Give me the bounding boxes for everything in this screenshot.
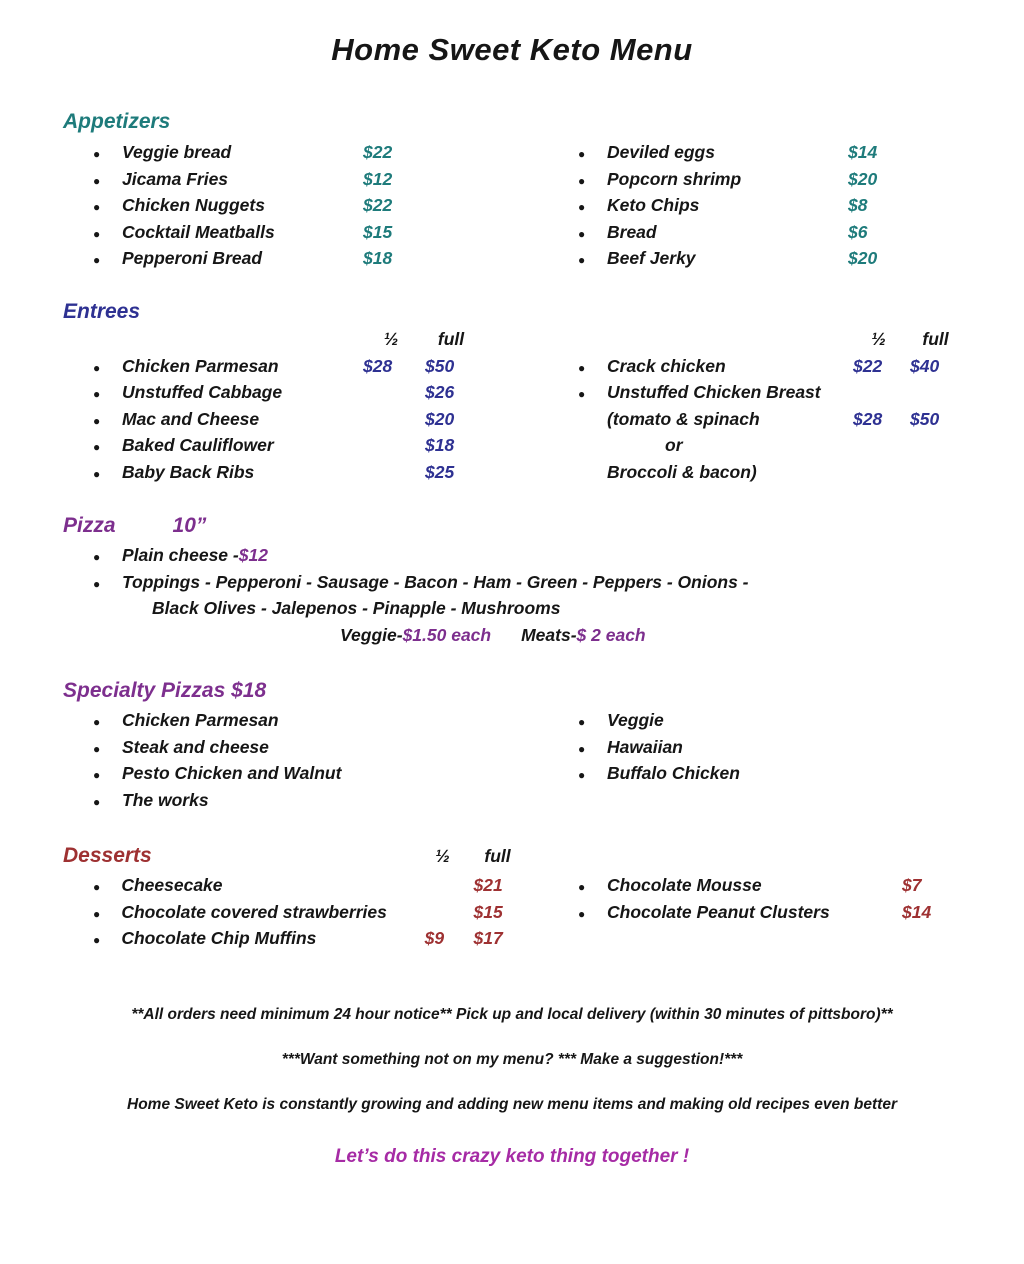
menu-item-row <box>63 569 963 596</box>
desserts-heading-row <box>63 844 525 868</box>
menu-item-row <box>63 245 520 272</box>
menu-item-row <box>63 925 515 952</box>
menu-item-row <box>548 219 978 246</box>
desserts-right-list <box>548 872 977 925</box>
item-price: $12 <box>363 168 393 189</box>
bullet-icon: ● <box>578 906 586 921</box>
item-price: $7 <box>902 875 922 895</box>
menu-item-row <box>63 379 483 406</box>
half-column-header: ½ <box>435 846 450 866</box>
menu-item-row <box>548 353 977 380</box>
menu-item-row <box>63 219 520 246</box>
specialty-pizzas-heading: Specialty Pizzas $18 <box>63 679 267 702</box>
specialty-left-list <box>63 707 520 813</box>
item-name: Plain cheese - <box>122 545 239 565</box>
bullet-icon: ● <box>93 387 101 402</box>
bullet-icon: ● <box>93 880 101 894</box>
bullet-icon: ● <box>578 173 586 188</box>
menu-item-row <box>548 899 977 926</box>
menu-item-row <box>63 899 515 926</box>
item-name: Hawaiian <box>607 736 683 757</box>
menu-item-row <box>548 707 978 734</box>
pizza-heading <box>63 514 206 538</box>
item-name: Beef Jerky <box>607 248 696 269</box>
item-name: Deviled eggs <box>607 142 715 162</box>
page-title: Home Sweet Keto Menu <box>331 32 693 67</box>
item-full-price: $50 <box>910 408 940 429</box>
bullet-icon: ● <box>93 200 101 215</box>
bullet-icon: ● <box>578 253 586 268</box>
item-price: $18 <box>363 248 393 269</box>
menu-item-row <box>63 459 483 486</box>
bullet-icon: ● <box>93 576 101 591</box>
half-column-header: ½ <box>383 329 399 349</box>
menu-item-row <box>63 734 520 761</box>
bullet-icon: ● <box>578 226 586 241</box>
menu-item-row <box>63 542 963 569</box>
item-name: Chocolate Chip Muffins <box>121 928 317 949</box>
menu-item-continuation-row <box>548 406 977 433</box>
item-variant-or: or <box>665 435 683 456</box>
item-full-price: $25 <box>425 461 455 482</box>
item-name: Chocolate covered strawberries <box>121 901 387 922</box>
item-full-price: $21 <box>473 875 503 895</box>
pizza-size: 10” <box>172 514 207 537</box>
item-name: Jicama Fries <box>122 168 229 189</box>
bullet-icon: ● <box>93 147 101 161</box>
item-full-price: $15 <box>473 901 503 922</box>
item-name: Buffalo Chicken <box>607 763 740 784</box>
menu-item-row <box>63 432 483 459</box>
menu-item-row <box>63 353 483 380</box>
item-price: $12 <box>238 545 268 565</box>
full-column-header: full <box>437 329 465 349</box>
half-column-header: ½ <box>871 329 886 349</box>
menu-item-row <box>63 872 515 899</box>
menu-item-row <box>548 734 978 761</box>
bullet-icon: ● <box>93 253 101 268</box>
item-full-price: $26 <box>425 382 455 403</box>
toppings-line1: Toppings - Pepperoni - Sausage - Bacon - Ham - Green - Peppers - Onions - <box>122 571 749 592</box>
item-name: Baby Back Ribs <box>122 461 255 482</box>
item-name: Pepperoni Bread <box>122 248 263 269</box>
entrees-right-list <box>548 326 977 486</box>
appetizers-right-list <box>548 139 978 272</box>
menu-item-row <box>548 166 978 193</box>
tagline: Let’s do this crazy keto thing together ! <box>334 1146 690 1167</box>
bullet-icon: ● <box>578 200 586 215</box>
desserts-left-list <box>63 872 515 952</box>
item-half-price: $22 <box>853 355 883 376</box>
item-name: Chicken Nuggets <box>122 195 265 216</box>
appetizers-left-list <box>63 139 520 272</box>
bullet-icon: ● <box>93 794 101 809</box>
menu-item-row <box>63 192 520 219</box>
bullet-icon: ● <box>93 360 101 375</box>
item-price: $15 <box>363 221 393 242</box>
bullet-icon: ● <box>93 768 101 783</box>
item-full-price: $17 <box>473 928 503 949</box>
item-name: Baked Cauliflower <box>122 435 274 456</box>
bullet-icon: ● <box>93 906 101 921</box>
entrees-heading: Entrees <box>63 300 141 323</box>
full-column-header: full <box>484 846 511 866</box>
toppings-line2: Black Olives - Jalepenos - Pinapple - Mushrooms <box>152 598 561 619</box>
item-name: Unstuffed Cabbage <box>122 382 283 403</box>
bullet-icon: ● <box>578 741 586 756</box>
bullet-icon: ● <box>578 768 586 783</box>
item-price: $22 <box>363 195 393 216</box>
item-price: $20 <box>848 248 878 269</box>
item-name: Crack chicken <box>607 355 726 376</box>
menu-item-row <box>548 872 977 899</box>
bullet-icon: ● <box>93 715 101 729</box>
desserts-heading: Desserts <box>63 844 152 867</box>
suggestion-note: ***Want something not on my menu? *** Make a suggestion!*** <box>281 1051 743 1068</box>
bullet-icon: ● <box>93 440 101 455</box>
item-name: Chicken Parmesan <box>122 355 279 376</box>
item-full-price: $40 <box>910 355 940 376</box>
item-half-price: $9 <box>424 928 445 949</box>
menu-item-row <box>63 707 520 734</box>
item-name: Popcorn shrimp <box>607 168 742 189</box>
item-half-price: $28 <box>853 408 883 429</box>
menu-item-row <box>548 245 978 272</box>
item-name: Veggie bread <box>122 142 232 162</box>
growing-menu-note: Home Sweet Keto is constantly growing and adding new menu items and making old recipes even better <box>127 1096 897 1113</box>
item-full-price: $20 <box>425 408 455 429</box>
column-header-row <box>548 326 977 353</box>
item-price: $6 <box>848 221 868 242</box>
item-name: Mac and Cheese <box>122 408 260 429</box>
item-full-price: $50 <box>425 355 455 376</box>
entrees-left-list <box>63 326 483 486</box>
menu-item-row <box>63 787 520 814</box>
meat-toppings-label: Meats- <box>521 624 577 645</box>
bullet-icon: ● <box>93 550 101 564</box>
bullet-icon: ● <box>93 933 101 948</box>
bullet-icon: ● <box>93 173 101 188</box>
bullet-icon: ● <box>578 715 586 729</box>
order-notice-note: **All orders need minimum 24 hour notice** Pick up and local delivery (within 30 minutes of pittsboro)** <box>131 1006 893 1023</box>
menu-item-row <box>548 379 977 406</box>
item-name: Steak and cheese <box>122 736 269 757</box>
appetizers-heading: Appetizers <box>63 110 171 133</box>
item-name: Bread <box>607 221 657 242</box>
veggie-toppings-label: Veggie- <box>340 624 403 645</box>
pizza-list <box>63 542 963 648</box>
menu-item-continuation-row <box>548 459 977 486</box>
item-full-price: $18 <box>425 435 455 456</box>
item-name: Chocolate Mousse <box>607 875 762 895</box>
meat-toppings-price: $ 2 each <box>576 624 646 645</box>
menu-item-row <box>548 139 978 166</box>
item-variant: Broccoli & bacon) <box>607 461 757 482</box>
specialty-right-list <box>548 707 978 787</box>
menu-item-continuation-row <box>63 595 963 622</box>
column-header-row <box>63 326 483 353</box>
menu-item-continuation-row <box>548 432 977 459</box>
menu-item-row <box>548 192 978 219</box>
bullet-icon: ● <box>93 466 101 481</box>
bullet-icon: ● <box>578 147 586 161</box>
menu-item-row <box>63 139 520 166</box>
item-name: Chicken Parmesan <box>122 710 279 730</box>
item-name: Cocktail Meatballs <box>122 221 275 242</box>
menu-item-row <box>63 166 520 193</box>
item-name: Chocolate Peanut Clusters <box>607 901 830 922</box>
item-half-price: $28 <box>363 355 393 376</box>
bullet-icon: ● <box>578 360 586 375</box>
item-price: $14 <box>848 142 878 162</box>
item-price: $8 <box>848 195 868 216</box>
menu-item-row <box>63 760 520 787</box>
bullet-icon: ● <box>93 413 101 428</box>
toppings-price-row <box>63 622 963 649</box>
item-price: $20 <box>848 168 878 189</box>
item-price: $14 <box>902 901 932 922</box>
item-name: Cheesecake <box>121 875 223 895</box>
bullet-icon: ● <box>578 387 586 402</box>
bullet-icon: ● <box>578 880 586 894</box>
item-name: Veggie <box>607 710 664 730</box>
menu-item-row <box>63 406 483 433</box>
item-name: Pesto Chicken and Walnut <box>122 763 342 784</box>
bullet-icon: ● <box>93 741 101 756</box>
item-name: The works <box>122 789 209 810</box>
full-column-header: full <box>922 329 949 349</box>
veggie-toppings-price: $1.50 each <box>402 624 492 645</box>
item-price: $22 <box>363 142 393 162</box>
pizza-heading-label: Pizza <box>63 514 116 537</box>
bullet-icon: ● <box>93 226 101 241</box>
item-name: Keto Chips <box>607 195 700 216</box>
item-name: Unstuffed Chicken Breast <box>607 382 821 403</box>
item-variant: (tomato & spinach <box>607 408 760 429</box>
menu-item-row <box>548 760 978 787</box>
